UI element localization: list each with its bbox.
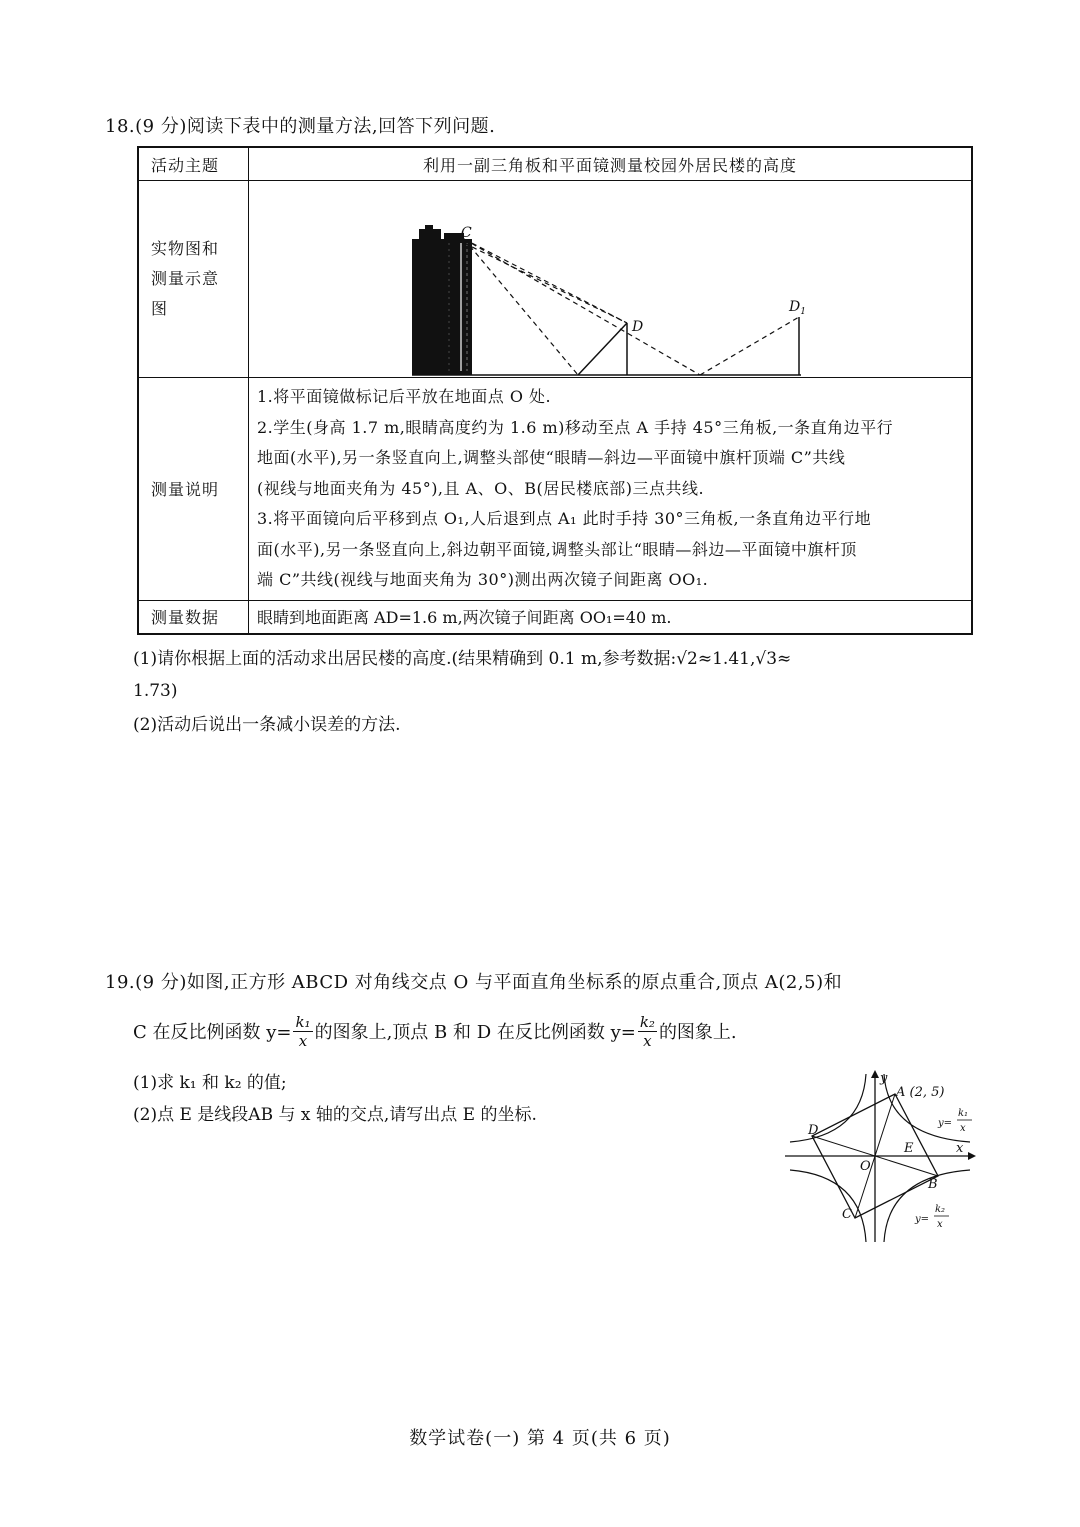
sight-line-c-o1 <box>464 239 700 375</box>
x-axis-label: x <box>956 1141 964 1156</box>
q18-sub2: (2)活动后说出一条减小误差的方法. <box>133 715 401 735</box>
question-19-title: 19.(9 分)如图,正方形 ABCD 对角线交点 O 与平面直角坐标系的原点重合,顶点 A(2,5)和 <box>105 972 843 993</box>
curve-label-k2-num: k₂ <box>935 1204 946 1215</box>
q19-sub1: (1)求 k₁ 和 k₂ 的值; <box>133 1073 287 1093</box>
curve-label-k1-num: k₁ <box>958 1108 969 1119</box>
q18-sub1-line2: 1.73) <box>133 681 178 701</box>
q19-line2-part-a: C 在反比例函数 y= <box>133 1022 292 1043</box>
sight-line-c-d-2 <box>464 243 627 323</box>
measurement-diagram <box>249 181 971 377</box>
q19-line2-part-b: 的图象上,顶点 B 和 D 在反比例函数 y= <box>314 1022 636 1043</box>
curve-label-k2-den: x <box>937 1219 943 1230</box>
q18-sub1-line1: (1)请你根据上面的活动求出居民楼的高度.(结果精确到 0.1 m,参考数据:√2≈1.41,√3≈ <box>133 649 792 669</box>
q19-sub2: (2)点 E 是线段AB 与 x 轴的交点,请写出点 E 的坐标. <box>133 1105 537 1125</box>
q19-line2-part-c: 的图象上. <box>658 1022 737 1043</box>
point-label-c: C <box>461 225 472 241</box>
point-label-b: B <box>928 1177 938 1192</box>
line-o-d <box>578 323 627 375</box>
instructions-steps <box>249 378 973 601</box>
point-label-o: O <box>860 1159 871 1174</box>
step-line: 端 C”共线(视线与地面夹角为 30°)测出两次镜子间距离 OO₁. <box>257 570 709 589</box>
page-footer: 数学试卷(一) 第 4 页(共 6 页) <box>409 1428 671 1449</box>
x-axis-arrow-icon <box>968 1152 976 1160</box>
table-row-instructions <box>138 378 972 601</box>
step-line: 面(水平),另一条竖直向上,斜边朝平面镜,调整头部让“眼睛—斜边—平面镜中旗杆顶 <box>257 539 857 559</box>
y-axis-label: y <box>880 1071 888 1086</box>
diagram-label-line-3: 图 <box>151 299 169 318</box>
point-label-a: A (2, 5) <box>896 1085 945 1100</box>
topic-label: 活动主题 <box>138 147 249 181</box>
table-row-data <box>138 600 972 634</box>
diagram-label <box>138 181 249 378</box>
step-line: 1.将平面镜做标记后平放在地面点 O 处. <box>257 387 552 406</box>
building-icon <box>412 225 472 375</box>
point-label-d: D <box>808 1123 819 1138</box>
sight-line-c-o <box>464 239 578 375</box>
curve-k2-quadrant-4 <box>884 1170 970 1242</box>
question-18-title: 18.(9 分)阅读下表中的测量方法,回答下列问题. <box>105 116 496 137</box>
table-row-topic <box>138 147 972 181</box>
curve-label-k1-den: x <box>960 1123 966 1134</box>
fraction-k2-over-x: $\frac{\text{k₂}}{x}$ <box>639 1012 655 1050</box>
curve-label-k1-lhs: y= <box>938 1118 953 1129</box>
hyperbola-square-graph <box>780 1066 980 1248</box>
step-line: 3.将平面镜向后平移到点 O₁,人后退到点 A₁ 此时手持 30°三角板,一条直角边平行地 <box>257 509 872 528</box>
curve-k2-quadrant-2 <box>790 1074 866 1142</box>
measurement-table <box>137 146 973 635</box>
diagram-label-line-2: 测量示意 <box>151 269 220 288</box>
curve-label-k2-lhs: y= <box>915 1214 930 1225</box>
point-label-d1: $D_1$ <box>789 299 806 317</box>
point-label-e: E <box>904 1141 914 1156</box>
curve-k1-quadrant-3 <box>790 1170 866 1242</box>
fraction-k1-over-x: $\frac{\text{k₁}}{x}$ <box>295 1012 311 1050</box>
sight-line-o1-d1 <box>700 317 799 375</box>
point-label-d: D <box>632 319 644 335</box>
y-axis-arrow-icon <box>871 1070 879 1078</box>
step-line: 地面(水平),另一条竖直向上,调整头部使“眼睛—斜边—平面镜中旗杆顶端 C”共线 <box>257 448 846 467</box>
table-row-diagram <box>138 181 972 378</box>
step-line: 2.学生(身高 1.7 m,眼睛高度约为 1.6 m)移动至点 A 手持 45°三角板,一条直角边平行 <box>257 417 894 437</box>
topic-value: 利用一副三角板和平面镜测量校园外居民楼的高度 <box>249 147 973 181</box>
data-label: 测量数据 <box>138 600 249 634</box>
instructions-label: 测量说明 <box>138 378 249 601</box>
point-label-c: C <box>842 1207 852 1222</box>
diagram-label-line-1: 实物图和 <box>151 239 220 258</box>
step-line: (视线与地面夹角为 45°),且 A、O、B(居民楼底部)三点共线. <box>257 478 705 498</box>
measurement-diagram-cell <box>249 181 973 378</box>
q19-line2 <box>133 1004 737 1058</box>
data-value: 眼睛到地面距离 AD=1.6 m,两次镜子间距离 OO₁=40 m. <box>249 600 973 634</box>
